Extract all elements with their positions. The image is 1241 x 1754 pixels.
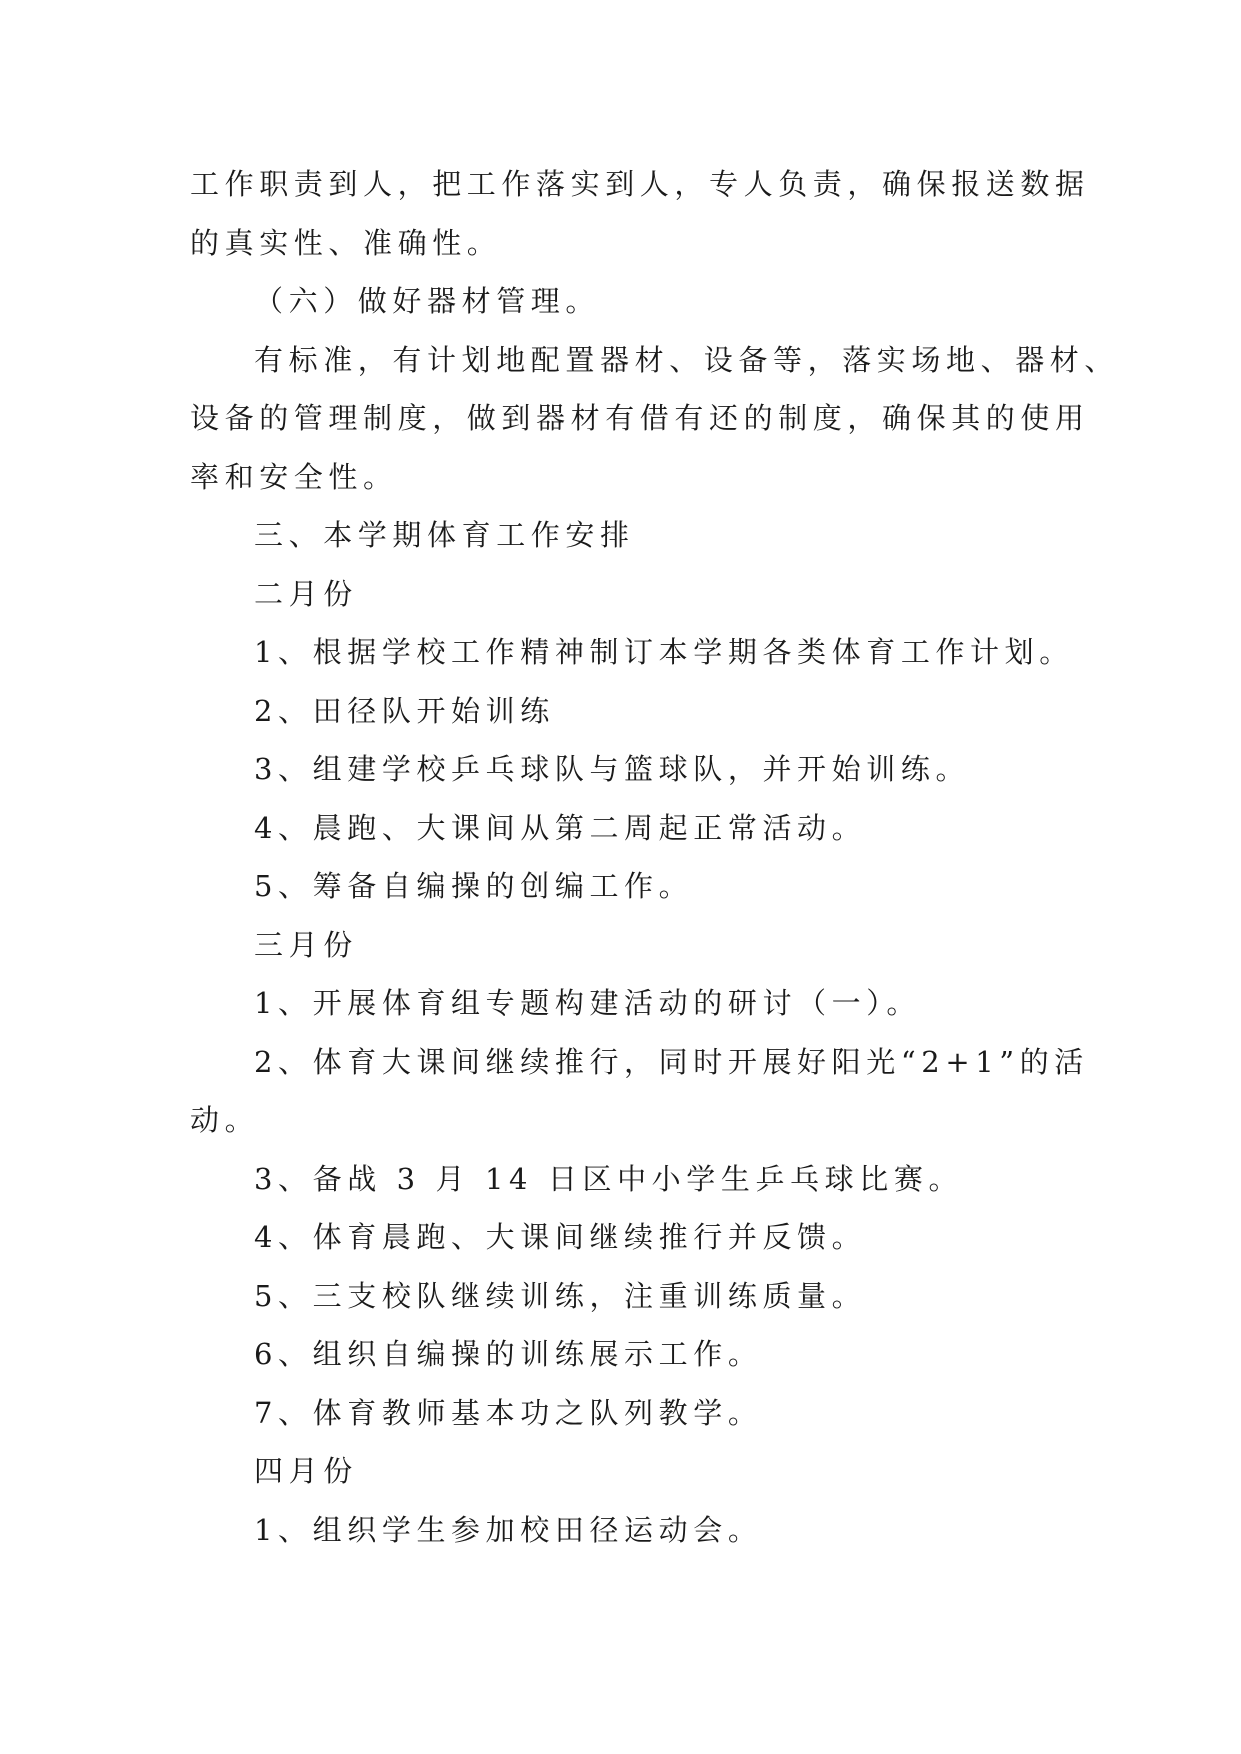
list-item: 4、晨跑、大课间从第二周起正常活动。 [254, 811, 867, 845]
list-item: 2、体育大课间继续推行，同时开展好阳光“2+1”的活 [254, 1045, 1089, 1079]
list-item: 4、体育晨跑、大课间继续推行并反馈。 [254, 1220, 867, 1254]
list-item: 5、筹备自编操的创编工作。 [254, 869, 694, 903]
month-heading: 四月份 [254, 1454, 358, 1488]
list-item: 6、组织自编操的训练展示工作。 [254, 1337, 763, 1371]
list-item: 2、田径队开始训练 [254, 694, 555, 728]
body-text-line: 有标准，有计划地配置器材、设备等，落实场地、器材、 [254, 343, 1120, 377]
list-item: 3、备战 3 月 14 日区中小学生乒乓球比赛。 [254, 1162, 964, 1196]
list-item: 1、根据学校工作精神制订本学期各类体育工作计划。 [254, 635, 1074, 669]
body-text-line: 的真实性、准确性。 [190, 226, 502, 260]
list-item: 1、组织学生参加校田径运动会。 [254, 1513, 763, 1547]
list-item: 1、开展体育组专题构建活动的研讨（一）。 [254, 986, 921, 1020]
body-text-line: 工作职责到人，把工作落实到人，专人负责，确保报送数据 [190, 167, 1090, 201]
list-item-continuation: 动。 [190, 1103, 260, 1137]
body-text-line: 设备的管理制度，做到器材有借有还的制度，确保其的使用 [190, 401, 1090, 435]
section-heading: （六）做好器材管理。 [254, 284, 601, 318]
month-heading: 二月份 [254, 577, 358, 611]
list-item: 3、组建学校乒乓球队与篮球队，并开始训练。 [254, 752, 971, 786]
section-heading: 三、本学期体育工作安排 [254, 518, 635, 552]
list-item: 7、体育教师基本功之队列教学。 [254, 1396, 763, 1430]
month-heading: 三月份 [254, 928, 358, 962]
body-text-line: 率和安全性。 [190, 460, 398, 494]
list-item: 5、三支校队继续训练，注重训练质量。 [254, 1279, 867, 1313]
